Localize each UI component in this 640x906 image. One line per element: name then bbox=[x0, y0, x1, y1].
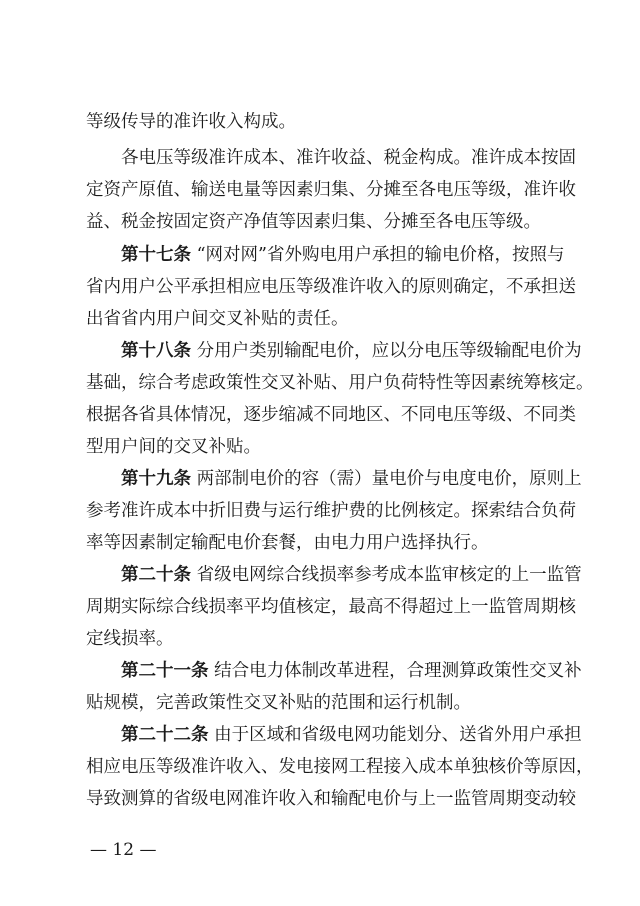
article-20-line-3: 定线损率。 bbox=[86, 629, 174, 649]
paragraph-line: 益、税金按固定资产净值等因素归集、分摊至各电压等级。 bbox=[86, 212, 541, 232]
article-19-line-1 bbox=[121, 467, 582, 491]
article-19-text: 两部制电价的容（需）量电价与电度电价，原则上 bbox=[196, 469, 582, 489]
article-17-title: 第十七条 bbox=[121, 245, 191, 265]
paragraph-line: 定资产原值、输送电量等因素归集、分摊至各电压等级，准许收 bbox=[86, 180, 576, 200]
article-20-text: 省级电网综合线损率参考成本监审核定的上一监管 bbox=[196, 565, 582, 585]
article-18-line-1 bbox=[121, 339, 582, 363]
article-18-line-4: 型用户间的交叉补贴。 bbox=[86, 437, 261, 457]
article-21-text: 结合电力体制改革进程，合理测算政策性交叉补 bbox=[214, 661, 582, 681]
article-22-line-1 bbox=[121, 723, 582, 747]
article-21-line-1 bbox=[121, 659, 582, 683]
article-19-title: 第十九条 bbox=[121, 469, 191, 489]
article-17-text: “网对网”省外购电用户承担的输电价格，按照与 bbox=[196, 245, 565, 265]
article-22-line-2: 相应电压等级准许收入、发电接网工程接入成本单独核价等原因， bbox=[86, 757, 594, 777]
paragraph-continuation-line: 等级传导的准许收入构成。 bbox=[86, 112, 296, 132]
article-22-title: 第二十二条 bbox=[121, 725, 209, 745]
article-17-line-2: 省内用户公平承担相应电压等级准许收入的原则确定，不承担送 bbox=[86, 277, 576, 297]
article-20-title: 第二十条 bbox=[121, 565, 191, 585]
article-19-line-3: 率等因素制定输配电价套餐，由电力用户选择执行。 bbox=[86, 533, 489, 553]
page-number: — 12 — bbox=[90, 840, 157, 860]
paragraph-line: 各电压等级准许成本、准许收益、税金构成。准许成本按固 bbox=[121, 148, 576, 168]
article-20-line-2: 周期实际综合线损率平均值核定，最高不得超过上一监管周期核 bbox=[86, 597, 576, 617]
article-22-line-3: 导致测算的省级电网准许收入和输配电价与上一监管周期变动较 bbox=[86, 789, 576, 809]
article-21-line-2: 贴规模，完善政策性交叉补贴的范围和运行机制。 bbox=[86, 693, 471, 713]
article-18-line-2: 基础，综合考虑政策性交叉补贴、用户负荷特性等因素统筹核定。 bbox=[86, 373, 594, 393]
article-17-line-3: 出省省内用户间交叉补贴的责任。 bbox=[86, 309, 349, 329]
article-18-line-3: 根据各省具体情况，逐步缩减不同地区、不同电压等级、不同类 bbox=[86, 405, 576, 425]
article-18-text: 分用户类别输配电价，应以分电压等级输配电价为 bbox=[196, 341, 582, 361]
article-19-line-2: 参考准许成本中折旧费与运行维护费的比例核定。探索结合负荷 bbox=[86, 501, 576, 521]
article-17-line-1 bbox=[121, 243, 565, 267]
article-20-line-1 bbox=[121, 563, 582, 587]
article-22-text: 由于区域和省级电网功能划分、送省外用户承担 bbox=[214, 725, 582, 745]
article-18-title: 第十八条 bbox=[121, 341, 191, 361]
article-21-title: 第二十一条 bbox=[121, 661, 209, 681]
